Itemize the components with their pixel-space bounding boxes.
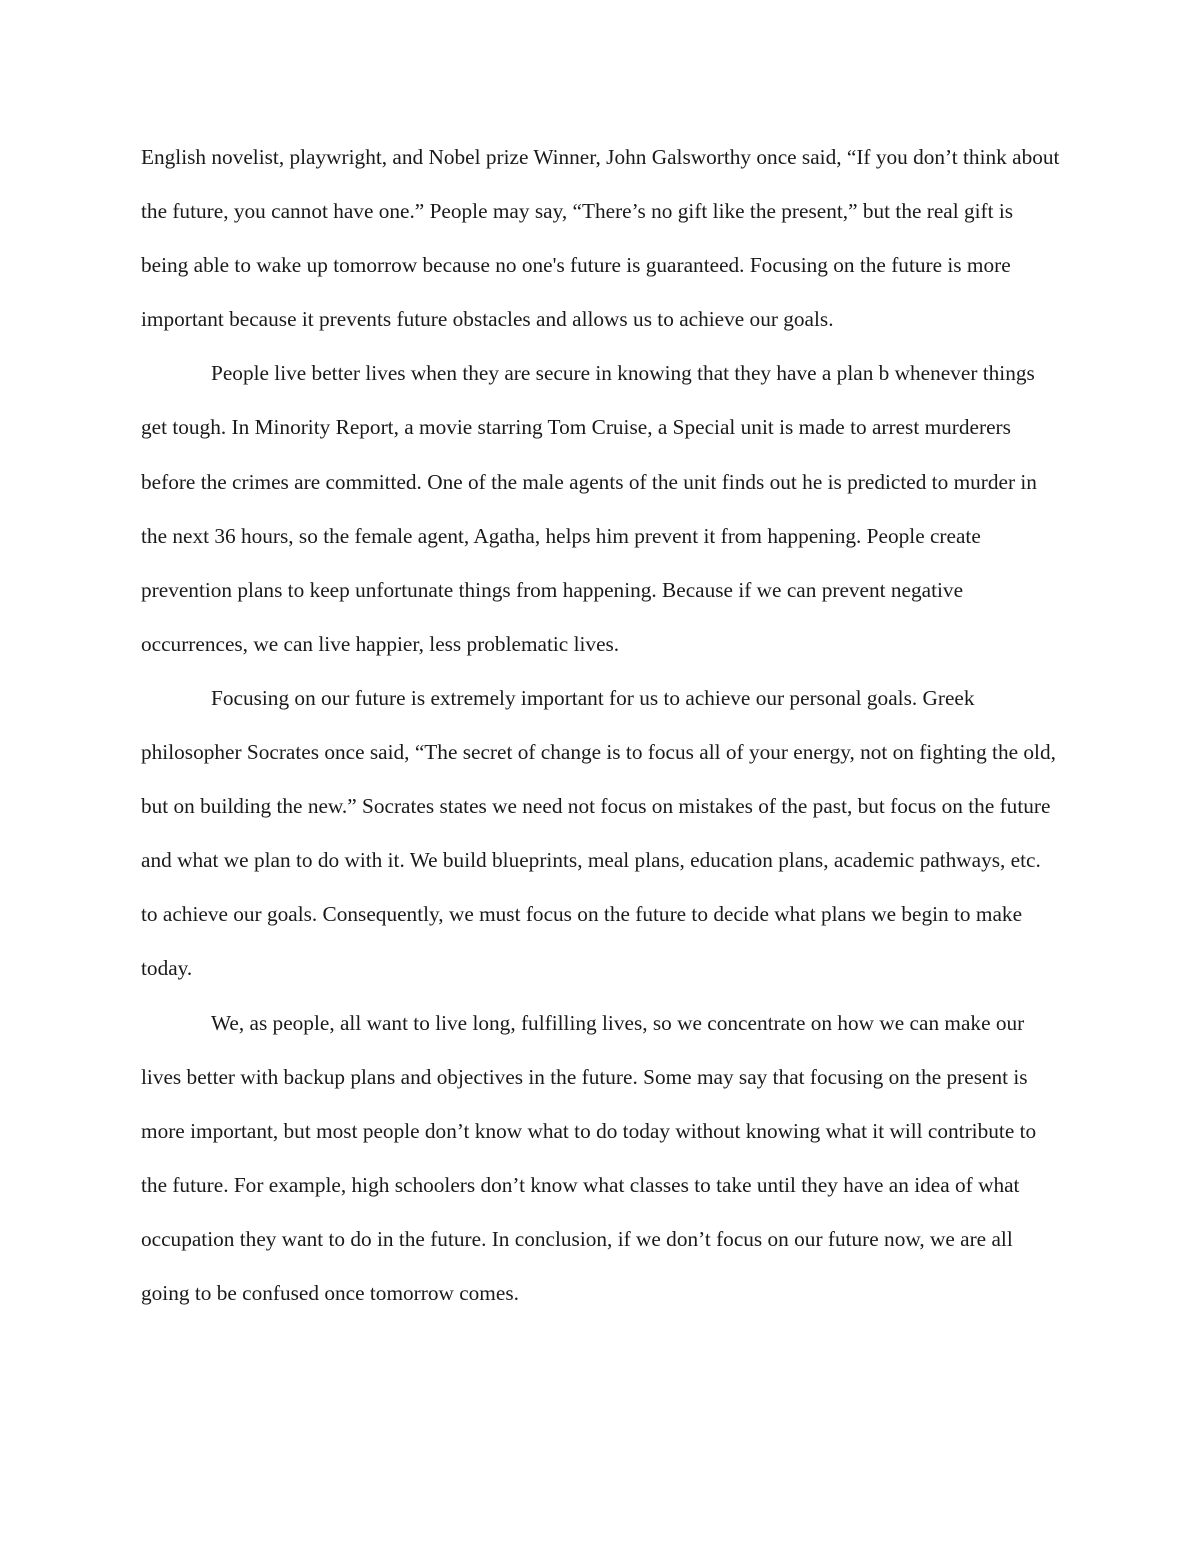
paragraph-body-1: People live better lives when they are secure in knowing that they have a plan b whenever things get tough. In Minority Report, a movie starring Tom Cruise, a Special unit is made to arrest murderers before the crimes are committed. One of the male agents of the unit finds out he is predicted to murder in the next 36 hours, so the female agent, Agatha, helps him prevent it from happening. People create prevention plans to keep unfortunate things from happening. Because if we can prevent negative occurrences, we can live happier, less problematic lives.: [141, 361, 1037, 656]
paragraph-intro: English novelist, playwright, and Nobel prize Winner, John Galsworthy once said, “If you don’t think about the future, you cannot have one.” People may say, “There’s no gift like the present,” but the real gift is being able to wake up tomorrow because no one's future is guaranteed. Focusing on the future is more important because it prevents future obstacles and allows us to achieve our goals.: [141, 145, 1060, 332]
paragraph-body-2: Focusing on our future is extremely important for us to achieve our personal goals. Greek philosopher Socrates once said, “The secret of change is to focus all of your energy, not on fighting the old, but on building the new.” Socrates states we need not focus on mistakes of the past, but focus on the future and what we plan to do with it. We build blueprints, meal plans, education plans, academic pathways, etc. to achieve our goals. Consequently, we must focus on the future to decide what plans we begin to make today.: [141, 685, 1056, 981]
paragraph-conclusion: We, as people, all want to live long, fulfilling lives, so we concentrate on how we can make our lives better with backup plans and objectives in the future. Some may say that focusing on the present is more important, but most people don’t know what to do today without knowing what it will contribute to the future. For example, high schoolers don’t know what classes to take until they have an idea of what occupation they want to do in the future. In conclusion, if we don’t focus on our future now, we are all going to be confused once tomorrow comes.: [141, 1010, 1037, 1305]
